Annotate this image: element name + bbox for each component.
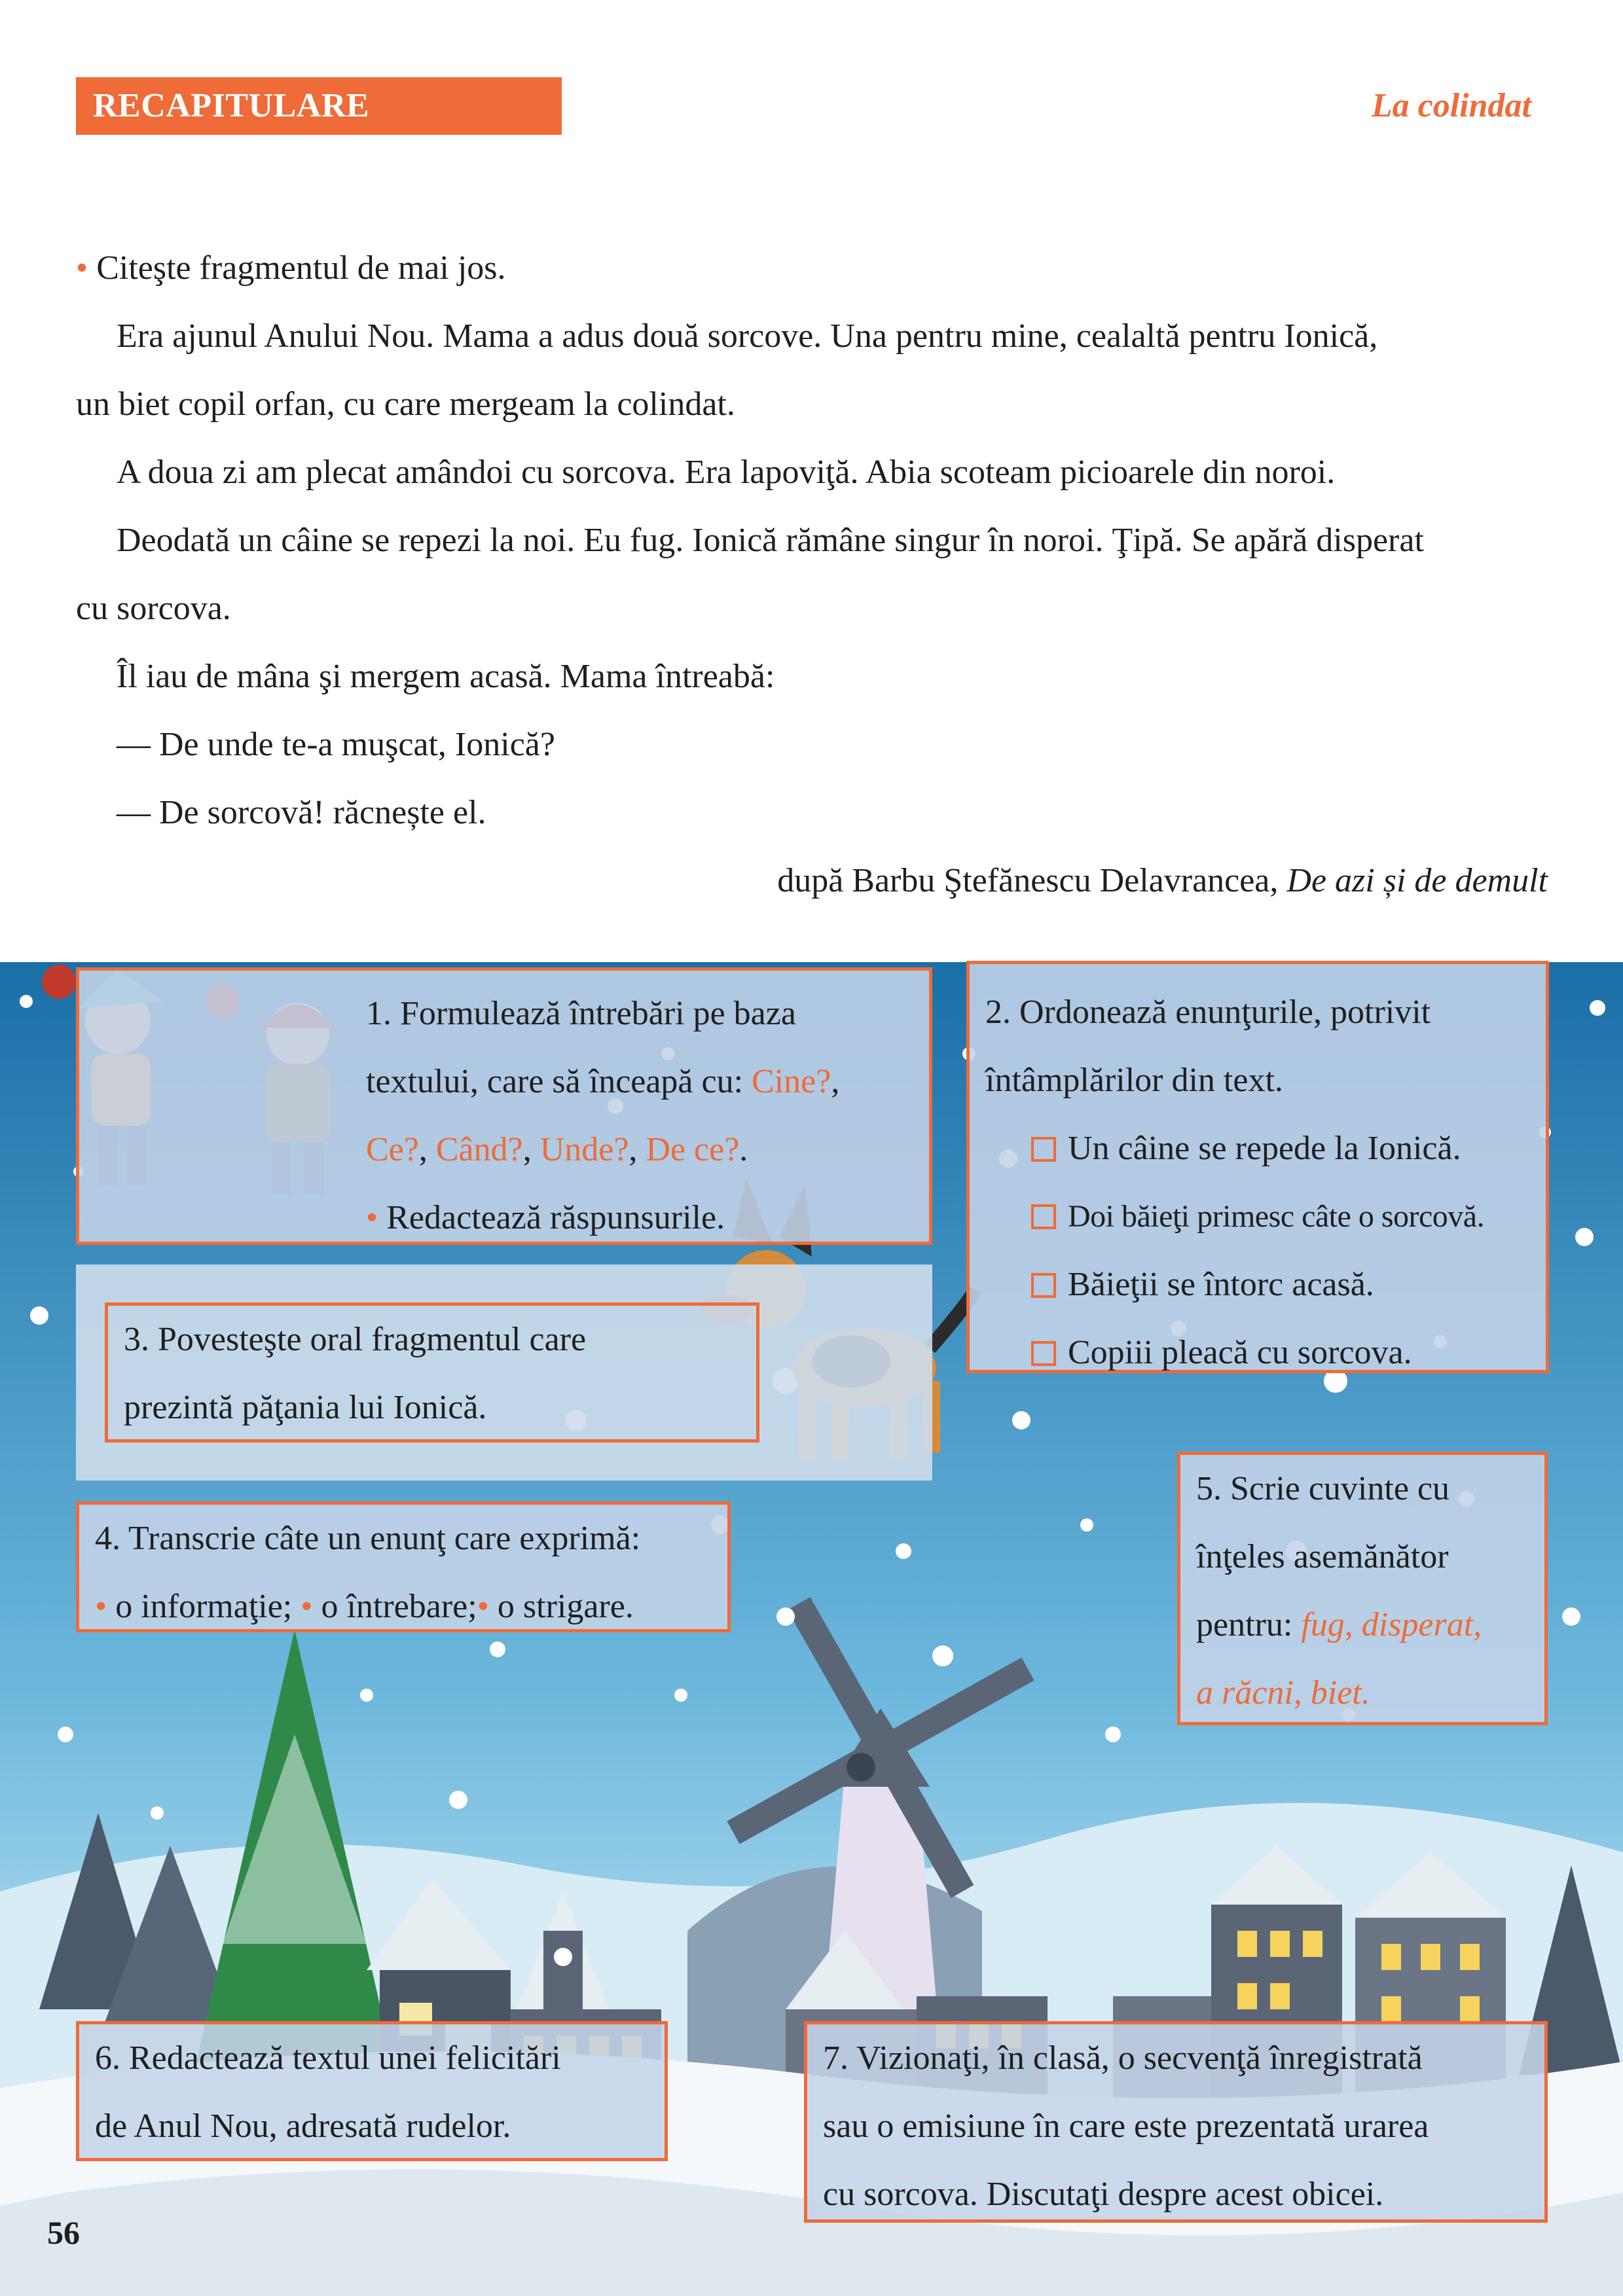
task-7-line: sau o emisiune în care este prezentată urarea — [823, 2108, 1429, 2145]
task-2-line: 2. Ordonează enunţurile, potrivit — [985, 994, 1431, 1031]
bullet-icon: • — [95, 1588, 107, 1625]
task-1-subtask: • Redactează răspunsurile. — [366, 1199, 725, 1236]
checkbox-icon[interactable] — [1031, 1273, 1056, 1298]
task-2-item: Un câine se repede la Ionică. — [985, 1115, 1546, 1183]
bullet-icon: • — [76, 249, 88, 287]
checkbox-icon[interactable] — [1031, 1137, 1056, 1162]
task-2-item: Doi băieţi primesc câte o sorcovă. — [985, 1183, 1546, 1251]
task-7-box — [804, 2021, 1548, 2223]
task-5-line: înţeles asemănător — [1196, 1538, 1449, 1575]
section-label: RECAPITULARE — [93, 87, 370, 124]
question-word: Când? — [435, 1131, 523, 1168]
bullet-icon: • — [477, 1588, 489, 1625]
section-label-bar — [76, 77, 562, 135]
author-attribution: după Barbu Ştefănescu Delavrancea, De azi și de demult — [777, 862, 1548, 899]
question-word: Cine? — [752, 1063, 831, 1100]
task-2-item: Băieţii se întorc acasă. — [985, 1251, 1546, 1319]
dialogue-line: — De unde te-a muşcat, Ionică? — [117, 726, 555, 763]
task-2-line: întâmplărilor din text. — [985, 1062, 1283, 1099]
reading-line: A doua zi am plecat amândoi cu sorcova. Era lapoviţă. Abia scoteam picioarele din noroi. — [117, 454, 1336, 491]
checkbox-icon[interactable] — [1031, 1204, 1056, 1229]
task-5-box — [1177, 1452, 1548, 1725]
question-word: De ce? — [646, 1131, 740, 1168]
checkbox-icon[interactable] — [1031, 1341, 1056, 1366]
target-words: fug, disperat, — [1301, 1606, 1482, 1643]
reading-line: Îl iau de mâna şi mergem acasă. Mama întreabă: — [117, 658, 775, 695]
task-3-line: prezintă păţania lui Ionică. — [124, 1389, 487, 1426]
dialogue-line: — De sorcovă! răcnește el. — [117, 794, 486, 831]
reading-line: cu sorcova. — [76, 590, 231, 627]
task-5-line: pentru: fug, disperat, — [1196, 1606, 1482, 1643]
task-1-line: textului, care să înceapă cu: Cine?, — [366, 1063, 840, 1100]
task-1-box — [76, 967, 932, 1245]
reading-line: Era ajunul Anului Nou. Mama a adus două sorcove. Una pentru mine, cealaltă pentru Ionică, — [117, 317, 1378, 355]
task-2-box — [966, 961, 1549, 1373]
page-number: 56 — [47, 2214, 80, 2251]
reading-instruction: • Citeşte fragmentul de mai jos. — [76, 249, 506, 287]
task-4-line: 4. Transcrie câte un enunţ care exprimă: — [95, 1520, 641, 1557]
task-6-line: 6. Redactează textul unei felicitări — [95, 2039, 561, 2077]
task-6-line: de Anul Nou, adresată rudelor. — [95, 2108, 511, 2145]
task-4-box — [76, 1501, 731, 1632]
reading-line: Deodată un câine se repezi la noi. Eu fug. Ionică rămâne singur în noroi. Ţipă. Se apără disperat — [117, 522, 1424, 559]
task-3-box — [105, 1302, 759, 1443]
task-5-line: 5. Scrie cuvinte cu — [1196, 1470, 1450, 1507]
task-6-box — [76, 2021, 668, 2161]
bullet-icon: • — [301, 1588, 313, 1625]
target-words: a răcni, biet. — [1196, 1674, 1370, 1712]
bullet-icon: • — [366, 1199, 378, 1236]
task-3-line: 3. Povesteşte oral fragmentul care — [124, 1321, 587, 1358]
task-5-line — [1196, 1659, 1544, 1727]
task-7-line: 7. Vizionaţi, în clasă, o secvenţă înregistrată — [823, 2039, 1423, 2077]
reading-line: un biet copil orfan, cu care mergeam la colindat. — [76, 386, 735, 423]
task-4-options: • o informaţie; • o întrebare;• o strigare. — [95, 1588, 634, 1625]
task-1-line: Ce?, Când?, Unde?, De ce?. — [366, 1131, 748, 1168]
task-7-line: cu sorcova. Discutaţi despre acest obicei. — [823, 2176, 1384, 2213]
task-1-line: 1. Formulează întrebări pe baza — [366, 995, 796, 1032]
question-word: Unde? — [539, 1131, 629, 1168]
task-2-item: Copiii pleacă cu sorcova. — [985, 1319, 1546, 1387]
question-word: Ce? — [366, 1131, 419, 1168]
chapter-title: La colindat — [1371, 87, 1531, 124]
reading-fragment — [76, 234, 1548, 915]
source-title: De azi și de demult — [1286, 862, 1548, 899]
